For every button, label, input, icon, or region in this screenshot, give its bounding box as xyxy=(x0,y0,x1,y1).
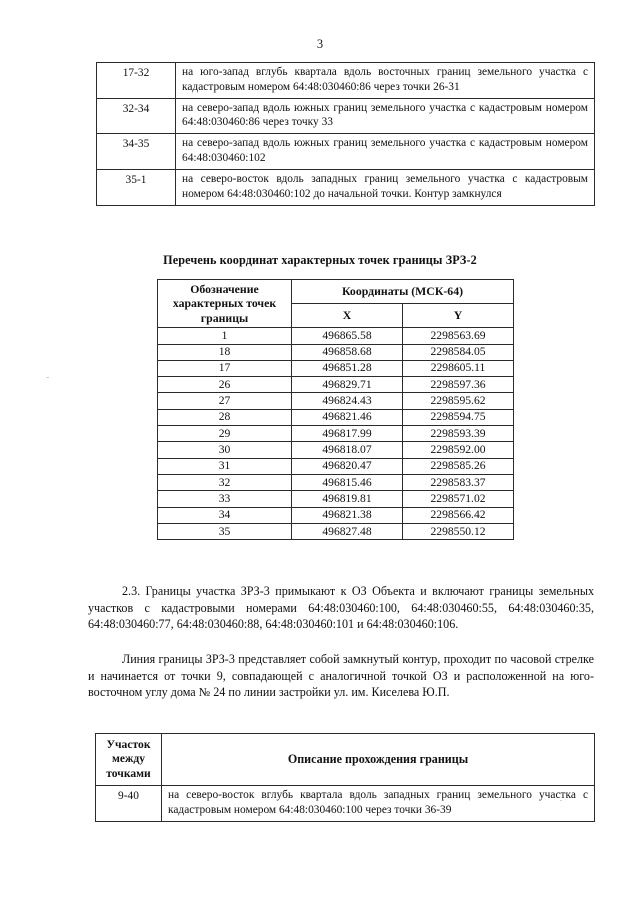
point-x: 496824.43 xyxy=(292,393,403,409)
segment-id: 32-34 xyxy=(97,98,176,134)
table-row xyxy=(158,344,514,360)
table-row xyxy=(158,491,514,507)
paragraph-boundary-line xyxy=(88,651,594,701)
boundary-segments-table-zrz2 xyxy=(96,62,595,206)
point-id: 27 xyxy=(158,393,292,409)
table-row xyxy=(158,475,514,491)
table-row xyxy=(97,98,595,134)
paragraph-text: 2.3. Границы участка ЗРЗ-3 примыкают к ОЗ Объекта и включают границы земельных участков с кадастровыми номерами 64:48:030460:100, 64:48:030460:55, 64:48:030460:35, 64:48:030460:77, 64:48:030460:88, 64:48:030460:101 и 64:48:030460:106. xyxy=(88,584,594,632)
point-x: 496819.81 xyxy=(292,491,403,507)
point-id: 30 xyxy=(158,442,292,458)
scan-artifact xyxy=(46,377,49,378)
point-y: 2298605.11 xyxy=(403,360,514,376)
point-y: 2298563.69 xyxy=(403,328,514,344)
point-id: 28 xyxy=(158,409,292,425)
segment-id: 17-32 xyxy=(97,63,176,99)
point-id: 32 xyxy=(158,475,292,491)
paragraph-clause-2-3 xyxy=(88,583,594,633)
column-header-points: Обозначение характерных точек границы xyxy=(158,280,292,328)
segment-id: 34-35 xyxy=(97,134,176,170)
table-row xyxy=(158,426,514,442)
column-header-y: Y xyxy=(403,304,514,328)
scan-artifact xyxy=(560,800,562,801)
point-x: 496817.99 xyxy=(292,426,403,442)
point-x: 496821.46 xyxy=(292,409,403,425)
table-row xyxy=(158,524,514,540)
point-x: 496821.38 xyxy=(292,507,403,523)
point-x: 496829.71 xyxy=(292,377,403,393)
segment-description: на северо-восток вдоль западных границ земельного участка с кадастровым номером 64:48:030460:102 до начальной точки. Контур замкнулся xyxy=(176,169,595,205)
point-id: 29 xyxy=(158,426,292,442)
table-row xyxy=(158,458,514,474)
point-y: 2298595.62 xyxy=(403,393,514,409)
point-id: 33 xyxy=(158,491,292,507)
table-row xyxy=(158,377,514,393)
table-row xyxy=(97,134,595,170)
point-y: 2298583.37 xyxy=(403,475,514,491)
table-row xyxy=(97,169,595,205)
point-id: 31 xyxy=(158,458,292,474)
boundary-segments-table-zrz3 xyxy=(95,733,595,822)
table-row xyxy=(96,786,595,822)
segment-id: 9-40 xyxy=(96,786,162,822)
point-y: 2298566.42 xyxy=(403,507,514,523)
page-number: 3 xyxy=(316,37,324,51)
coordinates-table xyxy=(157,279,514,540)
coordinates-section-heading: Перечень координат характерных точек границы ЗРЗ-2 xyxy=(163,253,477,267)
column-header-segment: Участок между точками xyxy=(96,734,162,786)
point-x: 496851.28 xyxy=(292,360,403,376)
column-header-x: X xyxy=(292,304,403,328)
point-y: 2298584.05 xyxy=(403,344,514,360)
paragraph-text: Линия границы ЗРЗ-3 представляет собой замкнутый контур, проходит по часовой стрелке и начинается от точки 9, совпадающей с аналогичной точкой ОЗ и расположенной на юго-восточном углу дома № 24 по линии застройки ул. им. Киселева Ю.П. xyxy=(88,652,594,700)
point-y: 2298593.39 xyxy=(403,426,514,442)
segment-description: на северо-восток вглубь квартала вдоль западных границ земельного участка с кадастровым номером 64:48:030460:100 через точки 36-39 xyxy=(162,786,595,822)
column-header-description: Описание прохождения границы xyxy=(162,734,595,786)
table-header-row xyxy=(158,280,514,304)
segment-description: на юго-запад вглубь квартала вдоль восточных границ земельного участка с кадастровым номером 64:48:030460:86 через точки 26-31 xyxy=(176,63,595,99)
point-x: 496815.46 xyxy=(292,475,403,491)
point-x: 496820.47 xyxy=(292,458,403,474)
segment-description: на северо-запад вдоль южных границ земельного участка с кадастровым номером 64:48:030460:86 через точку 33 xyxy=(176,98,595,134)
table-row xyxy=(158,507,514,523)
point-id: 34 xyxy=(158,507,292,523)
table-row xyxy=(97,63,595,99)
point-x: 496827.48 xyxy=(292,524,403,540)
point-y: 2298597.36 xyxy=(403,377,514,393)
column-header-coordinates-group: Координаты (МСК-64) xyxy=(292,280,514,304)
point-id: 26 xyxy=(158,377,292,393)
table-row xyxy=(158,360,514,376)
point-y: 2298571.02 xyxy=(403,491,514,507)
point-id: 35 xyxy=(158,524,292,540)
table-row xyxy=(158,409,514,425)
segment-id: 35-1 xyxy=(97,169,176,205)
point-x: 496865.58 xyxy=(292,328,403,344)
point-x: 496818.07 xyxy=(292,442,403,458)
point-x: 496858.68 xyxy=(292,344,403,360)
point-y: 2298592.00 xyxy=(403,442,514,458)
point-y: 2298585.26 xyxy=(403,458,514,474)
point-id: 17 xyxy=(158,360,292,376)
point-y: 2298594.75 xyxy=(403,409,514,425)
table-row xyxy=(158,393,514,409)
point-y: 2298550.12 xyxy=(403,524,514,540)
point-id: 18 xyxy=(158,344,292,360)
table-row xyxy=(158,442,514,458)
point-id: 1 xyxy=(158,328,292,344)
table-row xyxy=(158,328,514,344)
table-header-row xyxy=(96,734,595,786)
segment-description: на северо-запад вдоль южных границ земельного участка с кадастровым номером 64:48:030460:102 xyxy=(176,134,595,170)
